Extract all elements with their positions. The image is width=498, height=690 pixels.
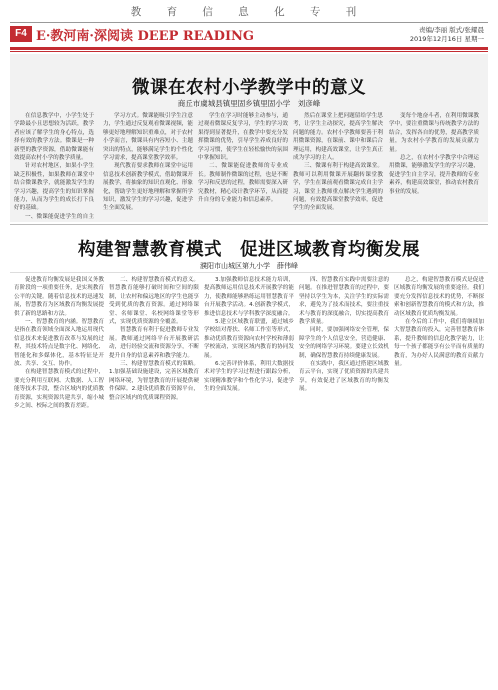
paragraph: 总之，构建智慧教育模式是促进区域教育均衡发展的重要途径。我们要充分发挥信息技术的优势，不断探索和创新智慧教育的模式和方法，推动区域教育优质均衡发展。 — [394, 277, 484, 317]
top-rule — [10, 22, 488, 23]
article1-byline: 商丘市虞城县镇里固乡镇里固小学 刘彦峰 — [177, 99, 321, 108]
paragraph: 针对农村地区，如果小学生缺乏积极性，如果教师在课堂中结合微课教学，就能激发学生的学习兴趣，提高学生的知识掌握能力，从而为学生的成长打下良好的基础。 — [14, 163, 94, 212]
article2-column-3 — [204, 276, 294, 684]
article2-column-4 — [299, 276, 389, 684]
page-number-badge: F4 — [10, 26, 32, 42]
magazine-title: 教 育 信 息 化 专 刊 — [130, 6, 368, 18]
paragraph: 6.完善评价体系，利用大数据技术对学生的学习过程进行跟踪分析，实现精准教学和个性化学习，促进学生的全面发展。 — [204, 361, 294, 393]
article1-column-3 — [198, 112, 288, 220]
paragraph: 然后在课堂上把问题留给学生思考，让学生主动探究，提高学生解决问题的能力。农村小学教师要善于利用微课资源，在课前、课中和课后合理运用，构建高效课堂，让学生真正成为学习的主人。 — [293, 113, 383, 162]
section-name: E·教河南·深阅读 DEEP READING — [36, 29, 255, 44]
paragraph: 学生在学习时能够主动参与，通过观看微课反复学习，学生的学习效果得到显著提升，在教学中要充分发挥微课的优势，引导学生养成良好的学习习惯，使学生在轻松愉快的氛围中掌握知识。 — [198, 113, 288, 162]
article2-title: 构建智慧教育模式 促进区域教育均衡发展 — [78, 240, 420, 260]
paragraph: 促进教育均衡发展是我国义务教育阶段的一项重要任务，是实现教育公平的关键。随着信息技术的迅速发展，智慧教育为区域教育均衡发展提供了新的思路和方法。 — [14, 277, 104, 317]
section-header — [10, 25, 488, 45]
article2-column-5 — [394, 276, 484, 684]
article1-title: 微课在农村小学教学中的意义 — [132, 78, 366, 98]
paragraph: 在构建智慧教育模式的过程中，要充分利用互联网、大数据、人工智能等技术手段，整合区域内的优质教育资源，实现资源共建共享，缩小城乡之间、校际之间的教育差距。 — [14, 369, 104, 410]
paragraph: 5.建立区域教育联盟，通过城乡学校结对帮扶、名师工作室等形式，推动优质教育资源向农村学校和薄弱学校流动，实现区域内教育的协同发展。 — [204, 319, 294, 359]
header-rule-thin — [10, 51, 488, 52]
paragraph: 二、构建智慧教育模式的意义。智慧教育能够打破时间和空间的限制，让农村和偏远地区的学生也能享受到优质的教育资源。通过网络课堂、名师课堂、名校网络课堂等形式，实现优质资源的全覆盖。 — [109, 277, 199, 326]
article1-column-4 — [293, 112, 383, 220]
paragraph: 三、微课有利于构建高效课堂。教师可以利用微课开展翻转课堂教学，学生在课前观看微课完成自主学习，课堂上教师重点解决学生遇到的问题，有效提高课堂教学效率，促进学生的全面发展。 — [293, 163, 383, 212]
paragraph: 变每个地奋斗者，在利用微课教学中，要注重微课与传统教学方法的结合，发挥各自的优势，提高教学质量，为农村小学教育的发展贡献力量。 — [389, 113, 479, 153]
article1-column-1 — [14, 112, 94, 220]
editor-line: 责编/李丽 版式/张耀晨 — [419, 26, 484, 34]
paragraph: 四、智慧教育实践中需要注意的问题。在推进智慧教育的过程中，要坚持以学生为本，关注学生的实际需求，避免为了技术而技术，要注重技术与教育的深度融合，切实提高教育教学质量。 — [299, 277, 389, 326]
paragraph: 3.加强教师信息技术能力培训，提高教师运用信息技术开展教学的能力，使教师能够熟练运用智慧教育平台开展教学活动。4.创新教学模式，推进信息技术与学科教学深度融合。 — [204, 277, 294, 317]
paragraph: 在信息教学中，小学生处于学龄最小且思想较为活跃，教学者应该了解学生的身心特点，选择有效的教学方法。微课是一种新型的教学资源，借助微课能有效提高农村小学的教学质量。 — [14, 113, 94, 162]
issue-meta — [364, 26, 484, 44]
header-rule — [10, 47, 488, 50]
paragraph: 同时，要加强网络安全管理，保障学生的个人信息安全，营造健康、安全的网络学习环境。要建立长效机制，确保智慧教育持续健康发展。 — [299, 327, 389, 359]
paragraph: 学习方式。微课能吸引学生注意力，学生通过反复观看微课视频，能够更好地理解知识重难点，对于农村小学而言，微课具有内容短小、主题突出的特点，能够满足学生的个性化学习需求，提高课堂教学效率。 — [103, 113, 193, 162]
paragraph: 在实践中，我区通过搭建区域教育云平台，实现了优质资源的共建共享，有效促进了区域教育的均衡发展。 — [299, 361, 389, 393]
article2-byline: 濮阳市山城区第九小学 薛伟峰 — [200, 262, 298, 270]
article-divider — [10, 224, 488, 225]
paragraph: 三、构建智慧教育模式的策略。1.加强基础设施建设，完善区域教育网络环境，为智慧教育的开展提供硬件保障。2.建设优质教育资源平台，整合区域内的优质课程资源。 — [109, 361, 199, 401]
paragraph: 智慧教育有利于促进教师专业发展。教师通过网络平台开展教研活动，进行经验交流和资源分享，不断提升自身的信息素养和教学能力。 — [109, 327, 199, 359]
paragraph: 在今后的工作中，我们将继续加大智慧教育的投入，完善智慧教育体系，提升教师的信息化教学能力，让每一个孩子都能享有公平而有质量的教育，为办好人民满意的教育贡献力量。 — [394, 319, 484, 368]
paragraph: 现代教育要求教师在课堂中运用信息技术创新教学模式，借助微课开展教学，将抽象的知识直观化、形象化，帮助学生更好地理解和掌握所学知识，激发学生的学习兴趣，促进学生全面发展。 — [103, 163, 193, 212]
masthead-bar — [0, 0, 498, 22]
article1-column-2 — [103, 112, 193, 220]
article2-rule — [10, 272, 488, 273]
article1-column-5 — [389, 112, 479, 220]
article2-column-2 — [109, 276, 199, 684]
paragraph: 一、微课能促进学生的自主 — [25, 213, 94, 220]
article2-column-1 — [14, 276, 104, 684]
paragraph: 总之，在农村小学教学中合理运用微课，能够激发学生的学习兴趣，促进学生自主学习，提升教师的专业素养，构建高效课堂，推动农村教育事业的发展。 — [389, 155, 479, 195]
paragraph: 二、微课能促进教师的专业成长。教师制作微课的过程，也是不断学习和反思的过程，教师需要深入研究教材，精心设计教学环节，从而提升自身的专业能力和信息素养。 — [198, 163, 288, 204]
date-line: 2019年12月16日 星期一 — [409, 35, 484, 43]
paragraph: 一、智慧教育的内涵。智慧教育是指在教育领域全面深入地运用现代信息技术来促进教育改革与发展的过程，其技术特点是数字化、网络化、智能化和多媒体化，基本特征是开放、共享、交互、协作。 — [14, 319, 104, 368]
